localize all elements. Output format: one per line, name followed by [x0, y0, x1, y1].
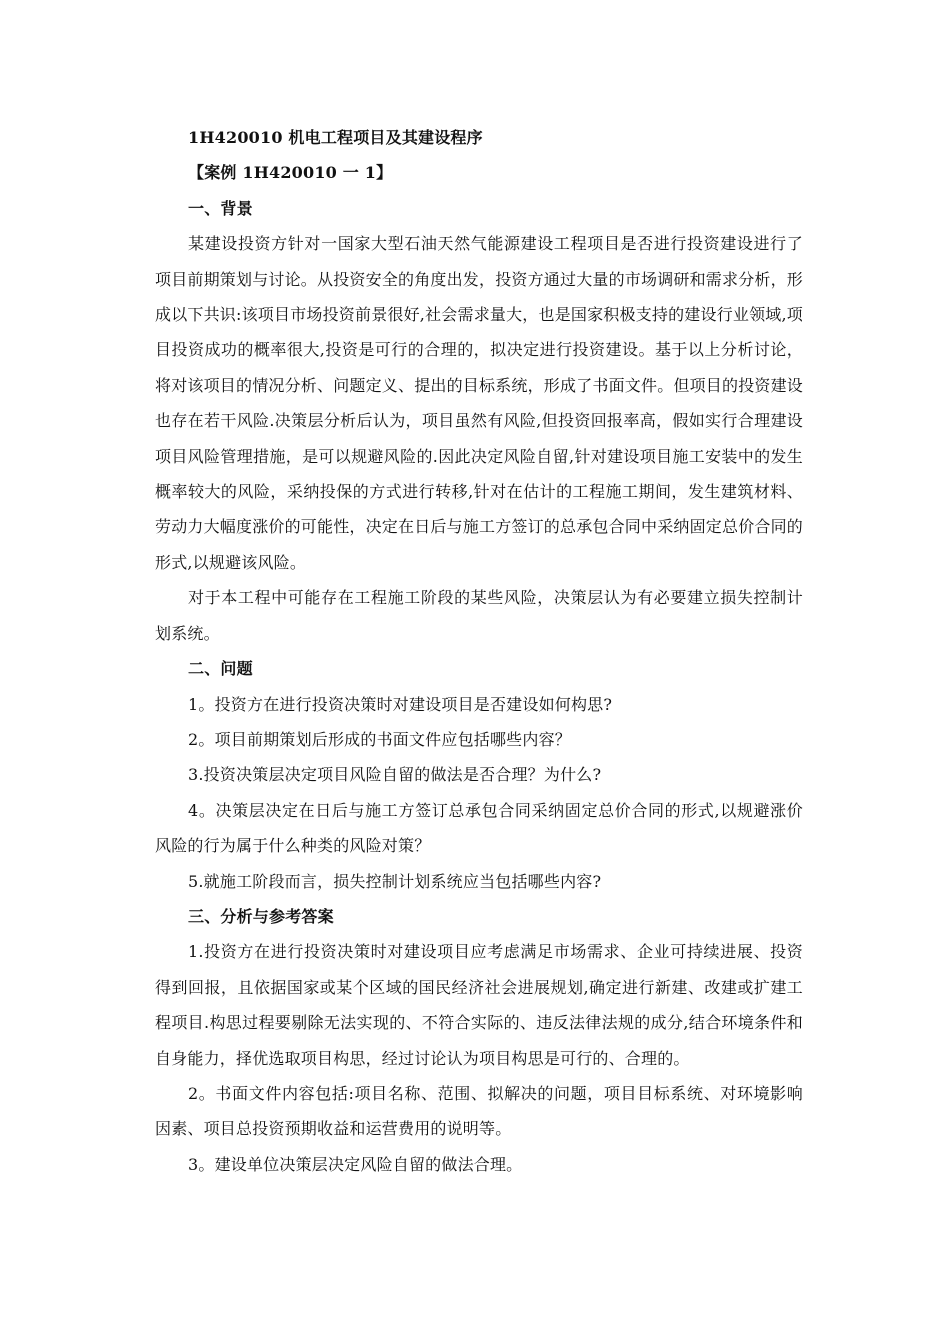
question-item-1: 1。投资方在进行投资决策时对建设项目是否建设如何构思? [188, 694, 613, 714]
answer-item-1: 1.投资方在进行投资决策时对建设项目应考虑满足市场需求、企业可持续进展、投资得到回报，且依据国家或某个区域的国民经济社会进展规划,确定进行新建、改建或扩建工程项目.构思过程要剔除无法实现的、不符合实际的、违反法律法规的成分,结合环境条件和自身能力，择优选取项目构思，经过讨论认为项目构思是可行的、合理的。 [155, 942, 803, 1068]
question-item-3: 3.投资决策层决定项目风险自留的做法是否合理？为什么? [188, 765, 602, 785]
section-title: 1H420010 机电工程项目及其建设程序 [188, 128, 483, 147]
question-item-4: 4。决策层决定在日后与施工方签订总承包合同采纳固定总价合同的形式,以规避涨价风险的行为属于什么种类的风险对策？ [155, 800, 803, 856]
answer-item-3: 3。建设单位决策层决定风险自留的做法合理。 [188, 1154, 523, 1174]
background-heading: 一、背景 [188, 198, 253, 218]
questions-heading: 二、问题 [188, 659, 253, 679]
question-item-2: 2。项目前期策划后形成的书面文件应包括哪些内容？ [188, 729, 571, 749]
background-paragraph: 某建设投资方针对一国家大型石油天然气能源建设工程项目是否进行投资建设进行了项目前期策划与讨论。从投资安全的角度出发，投资方通过大量的市场调研和需求分析，形成以下共识:该项目市场投资前景很好,社会需求量大，也是国家积极支持的建设行业领域,项目投资成功的概率很大,投资是可行的合理的，拟决定进行投资建设。基于以上分析讨论，将对该项目的情况分析、问题定义、提出的目标系统，形成了书面文件。但项目的投资建设也存在若干风险.决策层分析后认为，项目虽然有风险,但投资回报率高，假如实行合理建设项目风险管理措施，是可以规避风险的.因此决定风险自留,针对建设项目施工安装中的发生概率较大的风险，采纳投保的方式进行转移,针对在估计的工程施工期间，发生建筑材料、劳动力大幅度涨价的可能性，决定在日后与施工方签订的总承包合同中采纳固定总价合同的形式,以规避该风险。 [155, 234, 804, 572]
question-item-5: 5.就施工阶段而言，损失控制计划系统应当包括哪些内容? [188, 871, 602, 891]
answer-item-2: 2。书面文件内容包括:项目名称、范围、拟解决的问题，项目目标系统、对环境影响因素、项目总投资预期收益和运营费用的说明等。 [155, 1083, 803, 1139]
case-title: 【案例 1H420010 一 1】 [188, 163, 393, 183]
background-paragraph-2: 对于本工程中可能存在工程施工阶段的某些风险，决策层认为有必要建立损失控制计划系统。 [155, 588, 803, 643]
document-body [155, 120, 803, 1182]
answers-heading: 三、分析与参考答案 [188, 906, 334, 926]
